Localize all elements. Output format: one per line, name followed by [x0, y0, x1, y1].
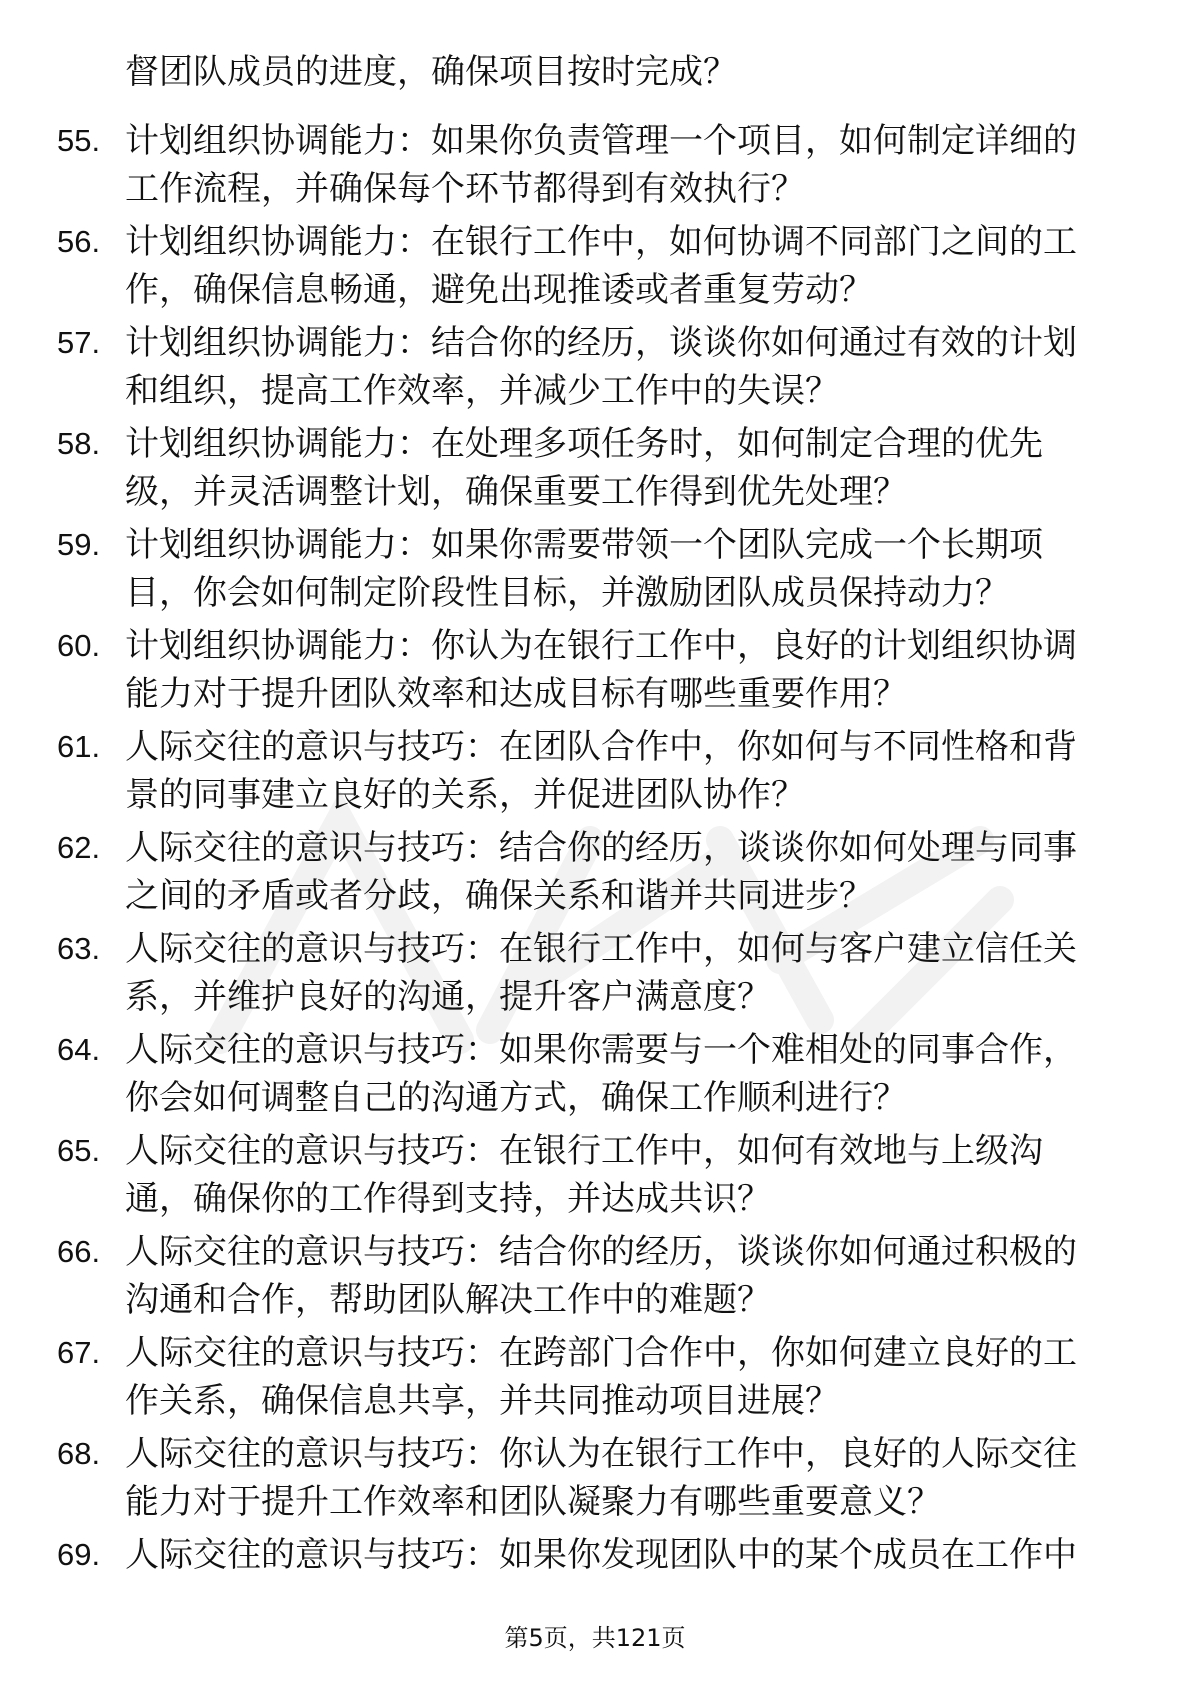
question-number: 64. — [57, 1032, 101, 1067]
question-number: 60. — [57, 628, 101, 663]
question-text: 人际交往的意识与技巧：如果你需要与一个难相处的同事合作， 你会如何调整自己的沟通方式，确保工作顺利进行？ — [125, 1030, 1077, 1118]
question-item — [0, 1228, 1190, 1329]
question-item — [0, 1127, 1190, 1228]
question-item — [0, 1329, 1190, 1430]
question-text: 人际交往的意识与技巧：在团队合作中，你如何与不同性格和背 景的同事建立良好的关系，并促进团队协作？ — [125, 727, 1077, 815]
question-item — [0, 824, 1190, 925]
question-item — [0, 218, 1190, 319]
question-text: 计划组织协调能力：结合你的经历，谈谈你如何通过有效的计划 和组织，提高工作效率，并减少工作中的失误？ — [125, 323, 1077, 411]
question-text: 计划组织协调能力：在处理多项任务时，如何制定合理的优先 级，并灵活调整计划，确保重要工作得到优先处理？ — [125, 424, 1043, 512]
question-number: 66. — [57, 1234, 101, 1269]
question-item — [0, 521, 1190, 622]
question-number: 62. — [57, 830, 101, 865]
question-text: 人际交往的意识与技巧：结合你的经历，谈谈你如何通过积极的 沟通和合作，帮助团队解决工作中的难题？ — [125, 1232, 1077, 1320]
question-number: 55. — [57, 123, 101, 158]
question-text: 人际交往的意识与技巧：在跨部门合作中，你如何建立良好的工 作关系，确保信息共享，并共同推动项目进展？ — [125, 1333, 1077, 1421]
question-number: 65. — [57, 1133, 101, 1168]
question-text: 人际交往的意识与技巧：结合你的经历，谈谈你如何处理与同事 之间的矛盾或者分歧，确保关系和谐并共同进步？ — [125, 828, 1077, 916]
question-text: 人际交往的意识与技巧：在银行工作中，如何有效地与上级沟 通，确保你的工作得到支持，并达成共识？ — [125, 1131, 1043, 1219]
question-text: 计划组织协调能力：如果你需要带领一个团队完成一个长期项 目，你会如何制定阶段性目标，并激励团队成员保持动力？ — [125, 525, 1043, 613]
question-item — [0, 319, 1190, 420]
question-number: 61. — [57, 729, 101, 764]
question-number: 69. — [57, 1537, 101, 1572]
question-number: 59. — [57, 527, 101, 562]
question-item — [0, 420, 1190, 521]
question-item — [0, 1026, 1190, 1127]
question-text: 人际交往的意识与技巧：你认为在银行工作中，良好的人际交往 能力对于提升工作效率和团队凝聚力有哪些重要意义？ — [125, 1434, 1077, 1522]
question-item — [0, 1531, 1190, 1632]
question-text: 人际交往的意识与技巧：如果你发现团队中的某个成员在工作中 — [125, 1535, 1077, 1575]
question-item — [0, 925, 1190, 1026]
question-text: 计划组织协调能力：你认为在银行工作中，良好的计划组织协调 能力对于提升团队效率和达成目标有哪些重要作用？ — [125, 626, 1077, 714]
question-text: 人际交往的意识与技巧：在银行工作中，如何与客户建立信任关 系，并维护良好的沟通，提升客户满意度？ — [125, 929, 1077, 1017]
question-number: 56. — [57, 224, 101, 259]
question-number: 57. — [57, 325, 101, 360]
page-footer: 第5页，共121页 — [504, 1624, 686, 1652]
continued-question-text: 督团队成员的进度，确保项目按时完成？ — [125, 52, 737, 92]
question-item — [0, 1430, 1190, 1531]
question-item — [0, 622, 1190, 723]
question-text: 计划组织协调能力：在银行工作中，如何协调不同部门之间的工 作，确保信息畅通，避免出现推诿或者重复劳动？ — [125, 222, 1077, 310]
question-number: 68. — [57, 1436, 101, 1471]
question-text: 计划组织协调能力：如果你负责管理一个项目，如何制定详细的 工作流程，并确保每个环节都得到有效执行？ — [125, 121, 1077, 209]
question-number: 63. — [57, 931, 101, 966]
question-number: 58. — [57, 426, 101, 461]
question-number: 67. — [57, 1335, 101, 1370]
question-item — [0, 117, 1190, 218]
question-list — [0, 117, 1190, 1632]
question-item — [0, 723, 1190, 824]
